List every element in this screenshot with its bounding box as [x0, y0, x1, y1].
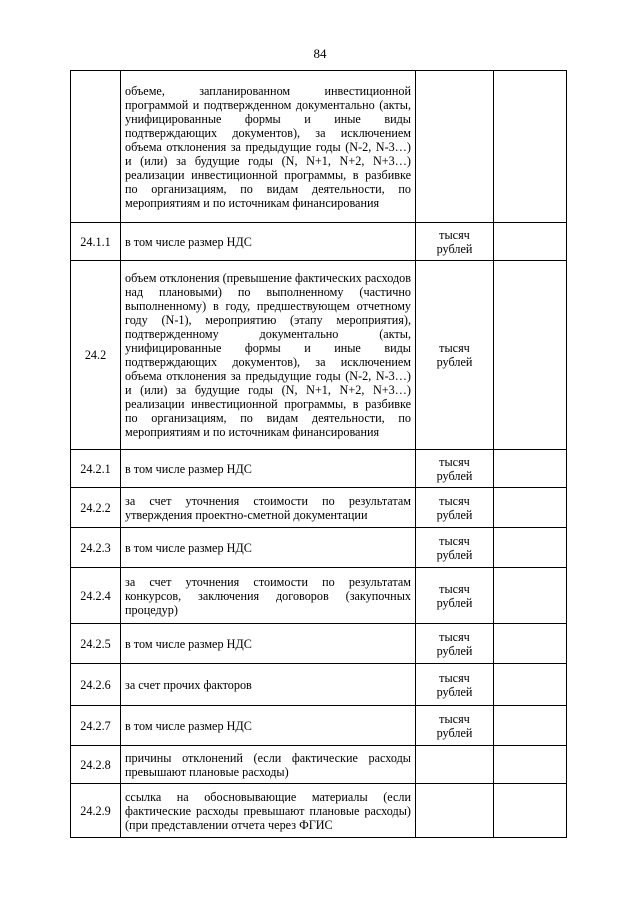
table-row [71, 261, 567, 450]
row-number: 24.2.5 [71, 624, 121, 664]
table-row [71, 664, 567, 706]
table-row [71, 568, 567, 624]
table-row [71, 71, 567, 223]
row-description: ссылка на обосновывающие материалы (если фактические расходы превышают плановые расходы) (при представлении отчета через ФГИС [121, 784, 416, 838]
row-value [494, 261, 567, 450]
row-value [494, 568, 567, 624]
row-description: за счет уточнения стоимости по результатам утверждения проектно-сметной документации [121, 488, 416, 528]
row-number: 24.2 [71, 261, 121, 450]
row-number: 24.2.8 [71, 746, 121, 784]
row-description: в том числе размер НДС [121, 223, 416, 261]
row-number: 24.2.9 [71, 784, 121, 838]
row-unit: тысяч рублей [416, 528, 494, 568]
row-value [494, 223, 567, 261]
table-row [71, 450, 567, 488]
row-unit [416, 746, 494, 784]
table-row [71, 528, 567, 568]
row-description: причины отклонений (если фактические расходы превышают плановые расходы) [121, 746, 416, 784]
table-row [71, 624, 567, 664]
row-unit: тысяч рублей [416, 450, 494, 488]
row-number: 24.2.6 [71, 664, 121, 706]
row-value [494, 784, 567, 838]
row-value [494, 624, 567, 664]
row-description: в том числе размер НДС [121, 450, 416, 488]
row-number: 24.1.1 [71, 223, 121, 261]
page-number: 84 [313, 46, 327, 61]
row-unit: тысяч рублей [416, 624, 494, 664]
row-description: за счет уточнения стоимости по результатам конкурсов, заключения договоров (закупочных процедур) [121, 568, 416, 624]
row-number: 24.2.3 [71, 528, 121, 568]
table-row [71, 784, 567, 838]
row-value [494, 664, 567, 706]
row-number: 24.2.2 [71, 488, 121, 528]
row-unit [416, 71, 494, 223]
row-number [71, 71, 121, 223]
row-number: 24.2.7 [71, 706, 121, 746]
row-description: объеме, запланированном инвестиционной программой и подтвержденном документально (акты, унифицированные формы и иные виды подтверждающих документов), за исключением объема отклонения за предыдущие годы (N-2, N-3…) и (или) за будущие годы (N, N+1, N+2, N+3…) реализации инвестиционной программы, в разбивке по организациям, по видам деятельности, по мероприятиям и по источникам финансирования [121, 71, 416, 223]
row-unit: тысяч рублей [416, 488, 494, 528]
table-row [71, 488, 567, 528]
table-row [71, 706, 567, 746]
table-row [71, 223, 567, 261]
row-unit: тысяч рублей [416, 568, 494, 624]
row-description: за счет прочих факторов [121, 664, 416, 706]
row-unit [416, 784, 494, 838]
row-description: объем отклонения (превышение фактических расходов над плановыми) по выполненному (частично выполненному) в году, предшествующем отчетному году (N-1), мероприятию (этапу мероприятия), подтвержденному документально (акты, унифицированные формы и иные виды подтверждающих документов), за исключением объема отклонения за предыдущие годы (N-2, N-3…) и (или) за будущие годы (N, N+1, N+2, N+3…) реализации инвестиционной программы, в разбивке по организациям, по видам деятельности, по мероприятиям и по источникам финансирования [121, 261, 416, 450]
row-number: 24.2.1 [71, 450, 121, 488]
row-description: в том числе размер НДС [121, 624, 416, 664]
row-value [494, 706, 567, 746]
row-unit: тысяч рублей [416, 223, 494, 261]
row-unit: тысяч рублей [416, 664, 494, 706]
data-table [70, 70, 567, 838]
row-description: в том числе размер НДС [121, 706, 416, 746]
row-value [494, 746, 567, 784]
table-row [71, 746, 567, 784]
row-value [494, 450, 567, 488]
row-unit: тысяч рублей [416, 706, 494, 746]
row-number: 24.2.4 [71, 568, 121, 624]
row-description: в том числе размер НДС [121, 528, 416, 568]
row-value [494, 71, 567, 223]
row-unit: тысяч рублей [416, 261, 494, 450]
row-value [494, 528, 567, 568]
row-value [494, 488, 567, 528]
